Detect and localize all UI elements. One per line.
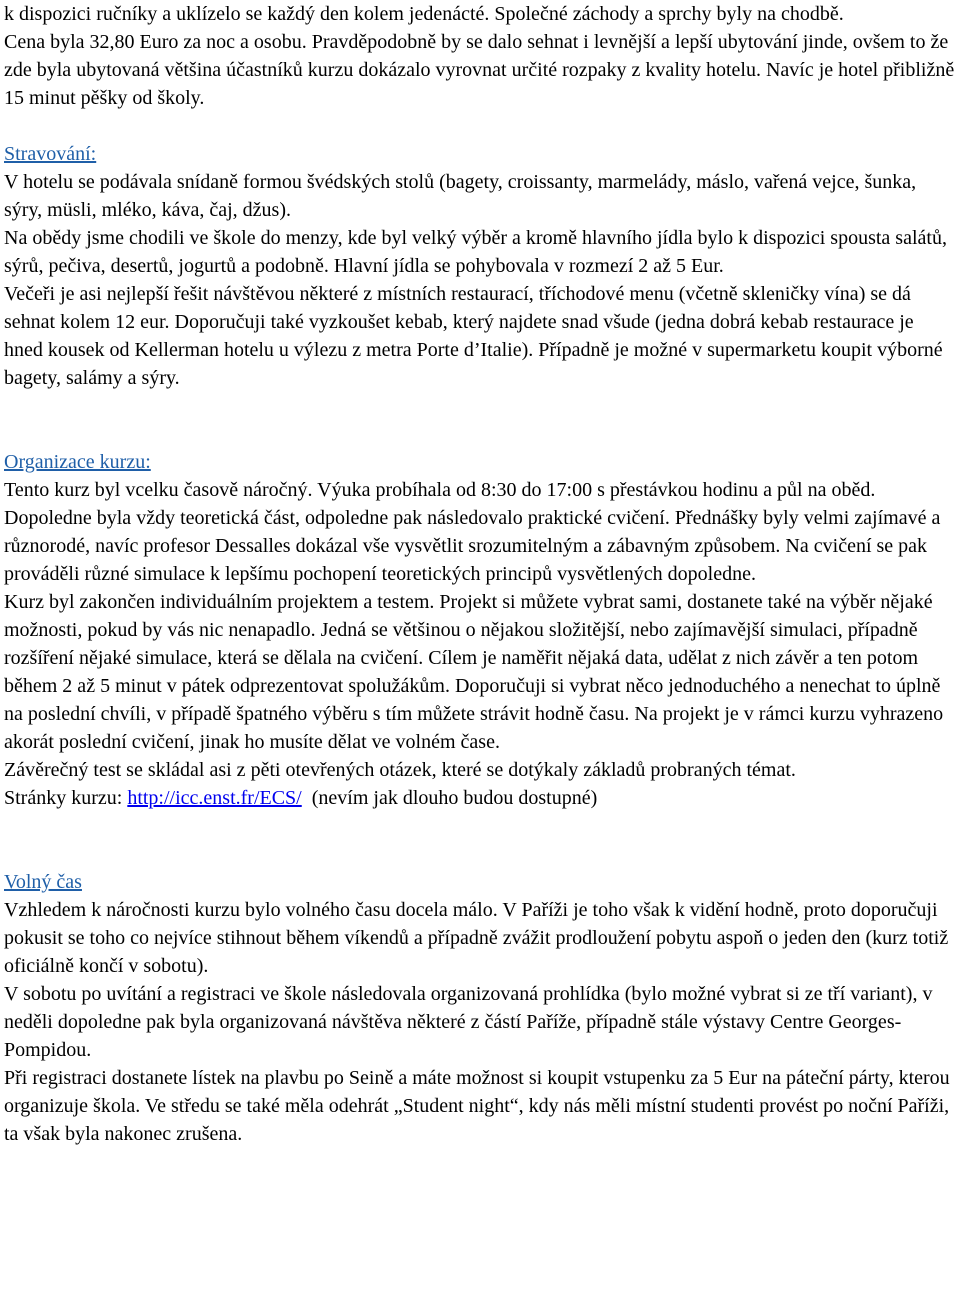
course-section [4, 448, 956, 812]
paragraph: k dispozici ručníky a uklízelo se každý den kolem jedenácté. Společné záchody a sprchy byly na chodbě. [4, 3, 844, 25]
free-time-section [4, 868, 956, 1148]
paragraph: Kurz byl zakončen individuálním projektem a testem. Projekt si můžete vybrat sami, dostanete také na výběr nějaké možnosti, pokud by vás nic nenapadlo. Jedná se většinou o nějakou složitější, nebo zajímavější simulaci, případně rozšíření nějaké simulace, která se dělala na cvičení. Cílem je naměřit nějaká data, udělat z nich závěr a ten potom během 2 až 5 minut v pátek odprezentovat spolužákům. Doporučuji si vybrat něco jednoduchého a nenechat to úplně na poslední chvíli, v případě špatného výběru s tím můžete strávit hodně času. Na projekt je v rámci kurzu vyhrazeno akorát poslední cvičení, jinak ho musíte dělat ve volném čase. [4, 591, 944, 753]
spacer [4, 420, 956, 448]
paragraph: Večeři je asi nejlepší řešit návštěvou některé z místních restaurací, tříchodové menu (včetně skleničky vína) se dá sehnat kolem 12 eur. Doporučuji také vyzkoušet kebab, který najdete snad všude (jedna dobrá kebab restaurace je hned kousek od Kellerman hotelu u výlezu z metra Porte d’Italie). Případně je možné v supermarketu koupit výborné bagety, salámy a sýry. [4, 283, 943, 389]
paragraph: Tento kurz byl vcelku časově náročný. Výuka probíhala od 8:30 do 17:00 s přestávkou hodinu a půl na oběd. Dopoledne byla vždy teoretická část, odpoledne pak následovalo praktické cvičení. Přednášky byly velmi zajímavé a různorodé, navíc profesor Dessalles dokázal vše vysvětlit srozumitelným a zábavným způsobem. Na cvičení se pak prováděli různé simulace k lepšímu pochopení teoretických principů vysvětlených dopoledne. [4, 479, 941, 585]
food-section [4, 140, 956, 392]
paragraph: Závěrečný test se skládal asi z pěti otevřených otázek, které se dotýkaly základů probraných témat. [4, 759, 796, 781]
paragraph: V hotelu se podávala snídaně formou švédských stolů (bagety, croissanty, marmelády, máslo, vařená vejce, šunka, sýry, müsli, mléko, káva, čaj, džus). [4, 171, 917, 221]
section-heading: Stravování: [4, 143, 97, 165]
accommodation-section [4, 0, 956, 112]
paragraph: Na obědy jsme chodili ve škole do menzy, kde byl velký výběr a kromě hlavního jídla bylo k dispozici spousta salátů, sýrů, pečiva, desertů, jogurtů a podobně. Hlavní jídla se pohybovala v rozmezí 2 až 5 Eur. [4, 227, 947, 277]
spacer [4, 840, 956, 868]
course-website-label: Stránky kurzu: [4, 787, 128, 809]
spacer [4, 392, 956, 420]
course-website-line [4, 784, 956, 812]
course-website-link[interactable]: http://icc.enst.fr/ECS/ [127, 787, 302, 809]
paragraph: Vzhledem k náročnosti kurzu bylo volného času docela málo. V Paříži je toho však k vidění hodně, proto doporučuji pokusit se toho co nejvíce stihnout během víkendů a případně zvážit prodloužení pobytu aspoň o jeden den (kurz totiž oficiálně končí v sobotu). [4, 899, 949, 977]
course-website-note: (nevím jak dlouho budou dostupné) [301, 787, 598, 809]
paragraph: V sobotu po uvítání a registraci ve škole následovala organizovaná prohlídka (bylo možné vybrat si ze tří variant), v neděli dopoledne pak byla organizovaná návštěva některé z částí Paříže, případně stále výstavy Centre Georges-Pompidou. [4, 983, 933, 1061]
section-heading: Organizace kurzu: [4, 451, 151, 473]
section-heading: Volný čas [4, 871, 82, 893]
spacer [4, 812, 956, 840]
paragraph: Při registraci dostanete lístek na plavbu po Seině a máte možnost si koupit vstupenku za 5 Eur na páteční párty, kterou organizuje škola. Ve středu se také měla odehrát „Student night“, kdy nás měli místní studenti provést po noční Paříži, ta však byla nakonec zrušena. [4, 1067, 950, 1145]
paragraph: Cena byla 32,80 Euro za noc a osobu. Pravděpodobně by se dalo sehnat i levnější a lepší ubytování jinde, ovšem to že zde byla ubytovaná většina účastníků kurzu dokázalo vyrovnat určité rozpaky z kvality hotelu. Navíc je hotel přibližně 15 minut pěšky od školy. [4, 31, 955, 109]
spacer [4, 112, 956, 140]
